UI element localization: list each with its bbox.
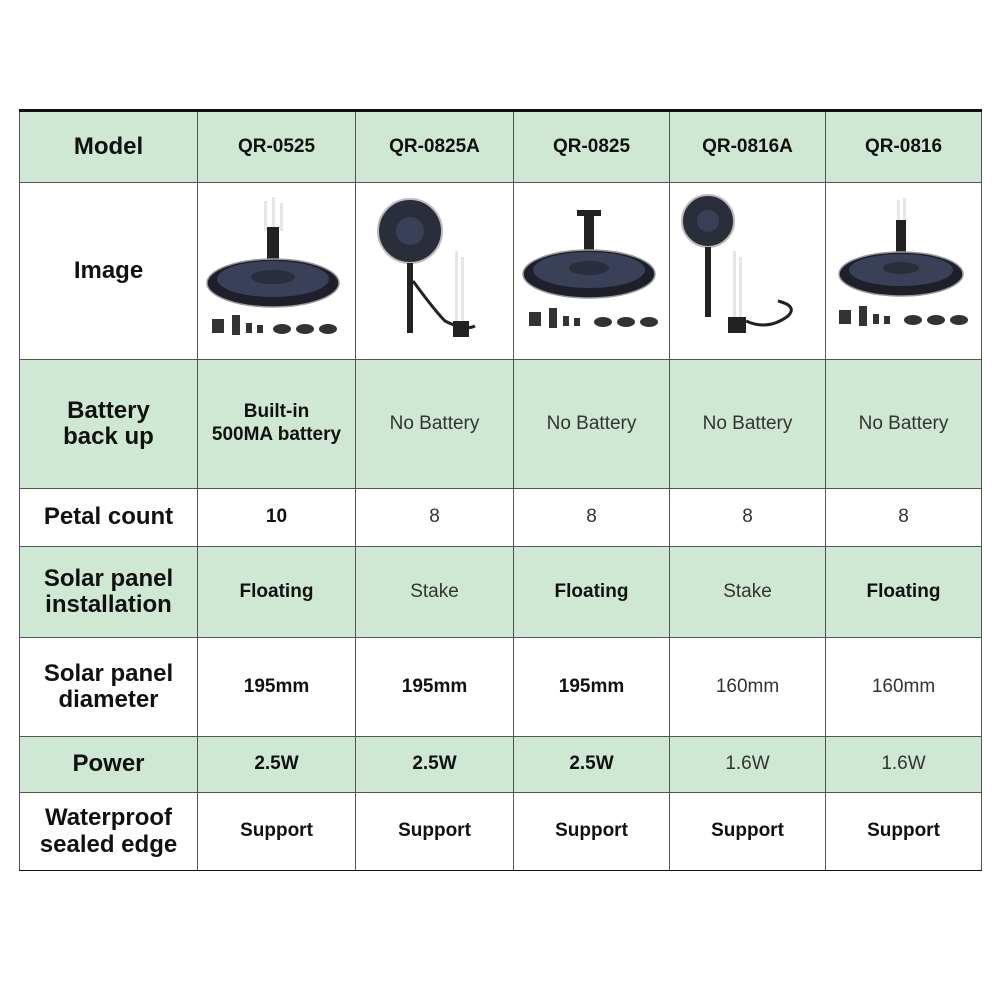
product-image-qr-0525	[197, 183, 355, 359]
floating-fountain-10-petal-icon	[202, 191, 352, 351]
model-name: QR-0825A	[355, 112, 513, 182]
petal-count-row	[19, 488, 982, 546]
petal-count-value: 8	[513, 489, 669, 546]
waterproof-value: Support	[355, 793, 513, 870]
product-image-qr-0825a	[355, 183, 513, 359]
diameter-row	[19, 637, 982, 736]
model-name: QR-0816	[825, 112, 982, 182]
model-name: QR-0525	[197, 112, 355, 182]
installation-value: Floating	[513, 547, 669, 637]
row-label-diameter: Solar panel diameter	[19, 638, 197, 736]
installation-row	[19, 546, 982, 637]
petal-count-value: 8	[825, 489, 982, 546]
waterproof-value: Support	[513, 793, 669, 870]
power-value: 1.6W	[669, 737, 825, 792]
diameter-value: 160mm	[669, 638, 825, 736]
row-label-petal-count: Petal count	[19, 489, 197, 546]
diameter-value: 160mm	[825, 638, 982, 736]
battery-row	[19, 359, 982, 488]
model-name: QR-0825	[513, 112, 669, 182]
diameter-value: 195mm	[197, 638, 355, 736]
power-row	[19, 736, 982, 792]
row-label-model: Model	[19, 112, 197, 182]
waterproof-row	[19, 792, 982, 870]
battery-value: No Battery	[513, 360, 669, 488]
floating-fountain-8-petal-icon	[517, 196, 667, 346]
petal-count-value: 8	[355, 489, 513, 546]
power-value: 2.5W	[355, 737, 513, 792]
power-value: 2.5W	[513, 737, 669, 792]
power-value: 2.5W	[197, 737, 355, 792]
row-label-power: Power	[19, 737, 197, 792]
product-image-qr-0825	[513, 183, 669, 359]
comparison-table	[19, 109, 982, 871]
installation-value: Floating	[197, 547, 355, 637]
product-image-qr-0816	[825, 183, 982, 359]
row-label-image: Image	[19, 183, 197, 359]
installation-value: Floating	[825, 547, 982, 637]
battery-value: No Battery	[355, 360, 513, 488]
battery-value: Built-in 500MA battery	[197, 360, 355, 488]
model-name: QR-0816A	[669, 112, 825, 182]
battery-value: No Battery	[825, 360, 982, 488]
product-image-qr-0816a	[669, 183, 825, 359]
petal-count-value: 8	[669, 489, 825, 546]
diameter-value: 195mm	[355, 638, 513, 736]
row-label-waterproof: Waterproof sealed edge	[19, 793, 197, 870]
power-value: 1.6W	[825, 737, 982, 792]
stake-fountain-icon	[365, 191, 505, 351]
petal-count-value: 10	[197, 489, 355, 546]
battery-value: No Battery	[669, 360, 825, 488]
stake-fountain-icon	[678, 191, 818, 351]
waterproof-value: Support	[825, 793, 982, 870]
diameter-value: 195mm	[513, 638, 669, 736]
row-label-installation: Solar panel installation	[19, 547, 197, 637]
waterproof-value: Support	[669, 793, 825, 870]
row-label-battery: Battery back up	[19, 360, 197, 488]
image-row	[19, 182, 982, 359]
model-row	[19, 112, 982, 182]
installation-value: Stake	[669, 547, 825, 637]
waterproof-value: Support	[197, 793, 355, 870]
installation-value: Stake	[355, 547, 513, 637]
floating-fountain-8-petal-icon	[829, 196, 979, 346]
